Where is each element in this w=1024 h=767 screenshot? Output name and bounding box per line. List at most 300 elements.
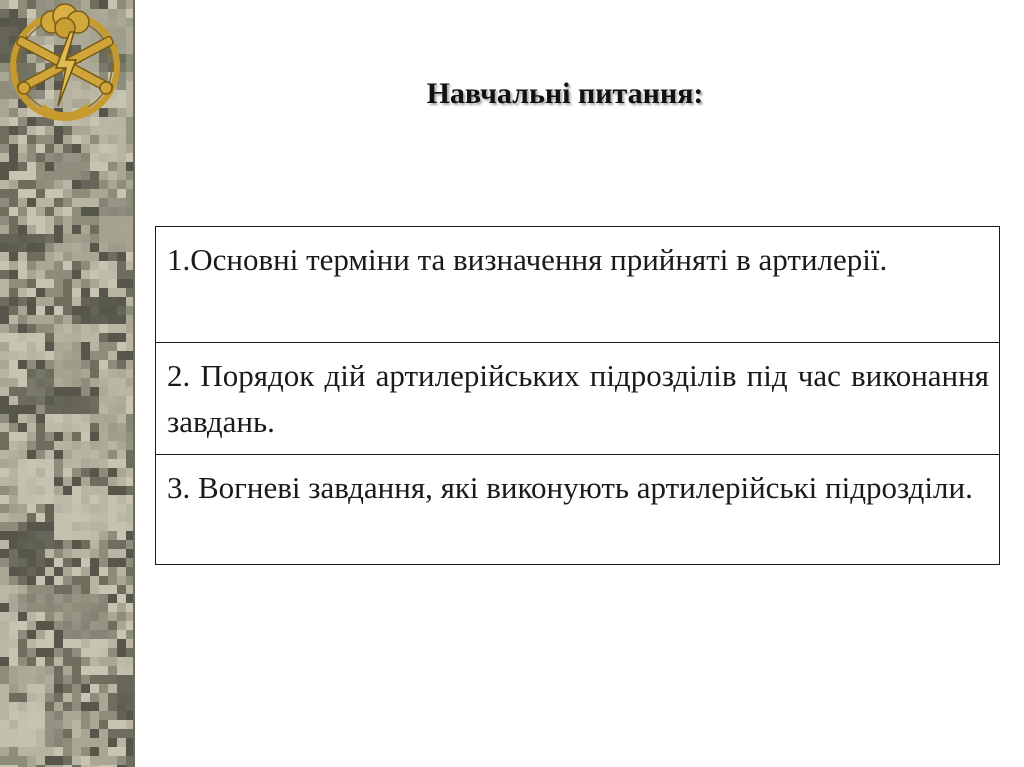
camo-block xyxy=(36,612,45,621)
camo-block xyxy=(27,324,36,333)
camo-block xyxy=(27,423,36,432)
camo-block xyxy=(54,621,63,630)
camo-block xyxy=(117,558,126,567)
camo-block xyxy=(9,756,18,765)
camo-block xyxy=(63,729,72,738)
camo-block xyxy=(81,261,90,270)
camo-block xyxy=(0,180,9,189)
camo-block xyxy=(99,324,108,333)
camo-block xyxy=(117,189,126,198)
camo-block xyxy=(108,180,117,189)
camo-block xyxy=(126,378,133,387)
camo-block xyxy=(126,396,133,405)
camo-block xyxy=(9,396,18,405)
camo-block xyxy=(0,252,9,261)
camo-blotch xyxy=(45,396,90,414)
camo-block xyxy=(36,657,45,666)
camo-block xyxy=(72,198,81,207)
camouflage-strip xyxy=(0,0,133,767)
camo-block xyxy=(81,738,90,747)
camo-block xyxy=(0,396,9,405)
camo-block xyxy=(126,747,133,756)
camo-block xyxy=(126,540,133,549)
camo-block xyxy=(0,513,9,522)
camo-block xyxy=(9,387,18,396)
camo-block xyxy=(9,306,18,315)
camo-block xyxy=(108,189,117,198)
camo-block xyxy=(126,360,133,369)
artillery-emblem-icon xyxy=(2,2,128,126)
camo-block xyxy=(0,675,9,684)
camo-block xyxy=(54,468,63,477)
camo-block xyxy=(126,567,133,576)
camo-block xyxy=(36,261,45,270)
camo-block xyxy=(9,144,18,153)
camo-block xyxy=(99,477,108,486)
camo-block xyxy=(27,621,36,630)
camo-block xyxy=(63,540,72,549)
camo-block xyxy=(63,198,72,207)
camo-block xyxy=(54,279,63,288)
camo-block xyxy=(126,594,133,603)
camo-block xyxy=(0,603,9,612)
camo-blotch xyxy=(99,261,117,288)
camo-block xyxy=(0,333,9,342)
camo-block xyxy=(99,675,108,684)
camo-block xyxy=(90,414,99,423)
camo-block xyxy=(0,693,9,702)
camo-block xyxy=(72,693,81,702)
camo-block xyxy=(9,369,18,378)
camo-block xyxy=(108,477,117,486)
camo-block xyxy=(90,396,99,405)
camo-block xyxy=(126,270,133,279)
camo-block xyxy=(0,441,9,450)
camo-block xyxy=(81,585,90,594)
camo-block xyxy=(99,576,108,585)
camo-block xyxy=(0,315,9,324)
camo-block xyxy=(9,540,18,549)
camo-block xyxy=(0,279,9,288)
camo-block xyxy=(27,126,36,135)
camo-block xyxy=(108,558,117,567)
camo-block xyxy=(126,288,133,297)
camo-block xyxy=(0,135,9,144)
camo-block xyxy=(54,567,63,576)
camo-block xyxy=(54,675,63,684)
camo-block xyxy=(36,414,45,423)
camo-block xyxy=(18,198,27,207)
camo-block xyxy=(36,621,45,630)
camo-block xyxy=(18,261,27,270)
camo-block xyxy=(54,126,63,135)
camo-block xyxy=(54,684,63,693)
camo-block xyxy=(126,171,133,180)
questions-table xyxy=(155,226,1000,565)
camo-block xyxy=(108,441,117,450)
camo-block xyxy=(90,558,99,567)
camo-block xyxy=(36,432,45,441)
camo-block xyxy=(27,162,36,171)
camo-block xyxy=(45,612,54,621)
camo-block xyxy=(27,171,36,180)
camo-block xyxy=(27,576,36,585)
camo-block xyxy=(9,279,18,288)
camo-block xyxy=(99,540,108,549)
camo-block xyxy=(18,693,27,702)
camo-block xyxy=(72,297,81,306)
camo-block xyxy=(72,585,81,594)
camo-block xyxy=(90,387,99,396)
camo-block xyxy=(18,288,27,297)
camo-block xyxy=(81,432,90,441)
camo-block xyxy=(117,585,126,594)
camo-block xyxy=(108,468,117,477)
camo-block xyxy=(99,720,108,729)
camo-block xyxy=(36,252,45,261)
camo-block xyxy=(45,567,54,576)
camo-block xyxy=(72,567,81,576)
camo-block xyxy=(63,567,72,576)
camo-block xyxy=(36,630,45,639)
camo-block xyxy=(63,477,72,486)
camo-block xyxy=(45,324,54,333)
camo-block xyxy=(126,324,133,333)
camo-block xyxy=(63,648,72,657)
camo-block xyxy=(108,630,117,639)
camo-block xyxy=(108,675,117,684)
camo-block xyxy=(27,630,36,639)
camo-block xyxy=(45,648,54,657)
camo-block xyxy=(0,288,9,297)
camo-block xyxy=(9,558,18,567)
camo-block xyxy=(54,747,63,756)
camo-blotch xyxy=(90,144,117,162)
camo-block xyxy=(126,297,133,306)
camo-block xyxy=(72,540,81,549)
camo-block xyxy=(45,621,54,630)
camo-block xyxy=(0,351,9,360)
camo-block xyxy=(99,567,108,576)
camo-block xyxy=(90,279,99,288)
camo-block xyxy=(0,171,9,180)
camo-block xyxy=(9,531,18,540)
camo-block xyxy=(72,729,81,738)
camo-block xyxy=(117,486,126,495)
camo-block xyxy=(0,684,9,693)
camo-block xyxy=(63,576,72,585)
camo-block xyxy=(9,126,18,135)
camo-block xyxy=(0,666,9,675)
camo-block xyxy=(54,261,63,270)
camo-block xyxy=(99,171,108,180)
camo-block xyxy=(81,702,90,711)
camo-block xyxy=(36,144,45,153)
camo-block xyxy=(0,225,9,234)
camo-block xyxy=(99,738,108,747)
camo-block xyxy=(45,297,54,306)
camo-blotch xyxy=(54,162,81,180)
camo-block xyxy=(54,441,63,450)
camo-block xyxy=(108,702,117,711)
camo-block xyxy=(0,297,9,306)
camo-block xyxy=(54,693,63,702)
camo-block xyxy=(81,369,90,378)
camo-block xyxy=(27,360,36,369)
camo-block xyxy=(9,216,18,225)
camo-block xyxy=(36,288,45,297)
camo-block xyxy=(126,603,133,612)
camo-block xyxy=(90,369,99,378)
camo-block xyxy=(108,459,117,468)
camo-block xyxy=(126,756,133,765)
camo-block xyxy=(27,657,36,666)
camo-block xyxy=(117,360,126,369)
camo-block xyxy=(99,486,108,495)
camo-block xyxy=(45,207,54,216)
camo-block xyxy=(72,747,81,756)
camo-block xyxy=(81,288,90,297)
camo-block xyxy=(126,459,133,468)
camo-block xyxy=(99,747,108,756)
camo-block xyxy=(72,576,81,585)
camo-block xyxy=(18,648,27,657)
camo-block xyxy=(63,270,72,279)
camo-block xyxy=(126,252,133,261)
camo-block xyxy=(126,405,133,414)
camo-block xyxy=(90,585,99,594)
camo-block xyxy=(27,252,36,261)
camo-block xyxy=(99,711,108,720)
camo-block xyxy=(63,549,72,558)
camo-block xyxy=(27,270,36,279)
camo-block xyxy=(36,279,45,288)
camo-block xyxy=(81,270,90,279)
camo-block xyxy=(81,198,90,207)
camo-block xyxy=(45,639,54,648)
camo-block xyxy=(0,414,9,423)
camo-block xyxy=(9,288,18,297)
camo-block xyxy=(108,684,117,693)
camo-block xyxy=(45,279,54,288)
camo-block xyxy=(0,450,9,459)
camo-block xyxy=(72,756,81,765)
question-row xyxy=(156,455,1000,565)
camo-block xyxy=(117,540,126,549)
camo-block xyxy=(0,261,9,270)
camo-block xyxy=(36,198,45,207)
camo-block xyxy=(81,684,90,693)
camo-block xyxy=(36,576,45,585)
camo-block xyxy=(72,144,81,153)
camo-block xyxy=(0,756,9,765)
camo-block xyxy=(72,684,81,693)
camo-block xyxy=(99,468,108,477)
camo-block xyxy=(45,135,54,144)
camo-block xyxy=(90,540,99,549)
camo-block xyxy=(108,747,117,756)
camo-block xyxy=(9,522,18,531)
camo-block xyxy=(27,297,36,306)
camo-block xyxy=(117,477,126,486)
camo-block xyxy=(81,468,90,477)
camo-block xyxy=(9,225,18,234)
camo-block xyxy=(99,162,108,171)
camo-block xyxy=(72,648,81,657)
camo-block xyxy=(18,135,27,144)
camo-block xyxy=(117,180,126,189)
camo-block xyxy=(0,576,9,585)
camo-block xyxy=(45,126,54,135)
camo-block xyxy=(9,315,18,324)
camo-block xyxy=(90,270,99,279)
camo-block xyxy=(27,441,36,450)
camo-block xyxy=(9,135,18,144)
camo-blotch xyxy=(90,639,108,657)
camo-block xyxy=(18,657,27,666)
camo-block xyxy=(9,423,18,432)
camo-block xyxy=(0,405,9,414)
camo-block xyxy=(63,486,72,495)
camo-block xyxy=(81,747,90,756)
camo-block xyxy=(0,549,9,558)
camo-block xyxy=(99,189,108,198)
camo-block xyxy=(81,693,90,702)
camo-block xyxy=(27,153,36,162)
camo-block xyxy=(81,567,90,576)
camo-block xyxy=(54,756,63,765)
camo-block xyxy=(0,558,9,567)
camo-block xyxy=(63,315,72,324)
camo-block xyxy=(126,468,133,477)
camo-block xyxy=(126,333,133,342)
camo-block xyxy=(54,198,63,207)
camo-block xyxy=(36,585,45,594)
camo-block xyxy=(90,351,99,360)
camo-blotch xyxy=(18,594,63,612)
camo-block xyxy=(126,639,133,648)
camo-block xyxy=(72,126,81,135)
camo-block xyxy=(54,576,63,585)
camo-block xyxy=(117,648,126,657)
camo-block xyxy=(81,720,90,729)
camo-block xyxy=(108,333,117,342)
camo-block xyxy=(27,306,36,315)
camo-block xyxy=(0,126,9,135)
camo-block xyxy=(45,558,54,567)
camo-block xyxy=(72,180,81,189)
camo-block xyxy=(54,234,63,243)
camo-block xyxy=(36,756,45,765)
camo-blotch xyxy=(63,441,108,468)
camo-block xyxy=(54,459,63,468)
camo-block xyxy=(90,468,99,477)
question-row xyxy=(156,227,1000,343)
camo-block xyxy=(54,477,63,486)
camo-block xyxy=(72,387,81,396)
camo-block xyxy=(117,450,126,459)
camo-block xyxy=(0,306,9,315)
camo-block xyxy=(0,144,9,153)
camo-block xyxy=(90,756,99,765)
camo-block xyxy=(99,333,108,342)
camo-block xyxy=(36,441,45,450)
camo-block xyxy=(81,126,90,135)
camo-block xyxy=(45,315,54,324)
camo-block xyxy=(9,162,18,171)
camo-block xyxy=(63,702,72,711)
camo-block xyxy=(18,126,27,135)
camo-block xyxy=(81,225,90,234)
camo-block xyxy=(90,243,99,252)
camo-block xyxy=(126,189,133,198)
camo-block xyxy=(117,153,126,162)
camo-block xyxy=(54,252,63,261)
camo-block xyxy=(9,432,18,441)
camo-block xyxy=(99,414,108,423)
camo-block xyxy=(9,549,18,558)
camo-block xyxy=(45,234,54,243)
camo-block xyxy=(27,504,36,513)
camo-block xyxy=(45,693,54,702)
camo-block xyxy=(99,666,108,675)
camo-block xyxy=(9,603,18,612)
camo-block xyxy=(36,504,45,513)
camo-block xyxy=(45,252,54,261)
camo-block xyxy=(54,135,63,144)
camo-block xyxy=(108,549,117,558)
camo-block xyxy=(63,207,72,216)
camo-block xyxy=(108,360,117,369)
camo-block xyxy=(117,567,126,576)
camo-block xyxy=(126,720,133,729)
camo-block xyxy=(90,666,99,675)
camo-block xyxy=(54,648,63,657)
camo-blotch xyxy=(99,495,133,531)
camo-block xyxy=(81,558,90,567)
camo-block xyxy=(108,531,117,540)
camo-block xyxy=(9,171,18,180)
camo-block xyxy=(81,657,90,666)
camo-blotch xyxy=(0,612,18,657)
camo-block xyxy=(126,315,133,324)
camo-block xyxy=(27,648,36,657)
camo-block xyxy=(0,324,9,333)
question-2: 2. Порядок дій артилерійських підрозділів під час виконання завдань. xyxy=(156,343,1000,455)
strip-divider xyxy=(133,0,135,767)
camo-block xyxy=(9,360,18,369)
camo-block xyxy=(63,288,72,297)
camo-block xyxy=(108,729,117,738)
camo-block xyxy=(90,477,99,486)
camo-block xyxy=(117,261,126,270)
camo-block xyxy=(45,450,54,459)
camo-block xyxy=(0,270,9,279)
camo-block xyxy=(108,486,117,495)
camo-block xyxy=(126,738,133,747)
camo-block xyxy=(27,612,36,621)
camo-block xyxy=(99,756,108,765)
camo-blotch xyxy=(63,234,90,261)
camo-block xyxy=(72,702,81,711)
camo-block xyxy=(63,585,72,594)
camo-block xyxy=(0,459,9,468)
camo-block xyxy=(90,261,99,270)
camo-block xyxy=(108,567,117,576)
camo-block xyxy=(36,270,45,279)
camo-block xyxy=(72,432,81,441)
camo-block xyxy=(72,261,81,270)
